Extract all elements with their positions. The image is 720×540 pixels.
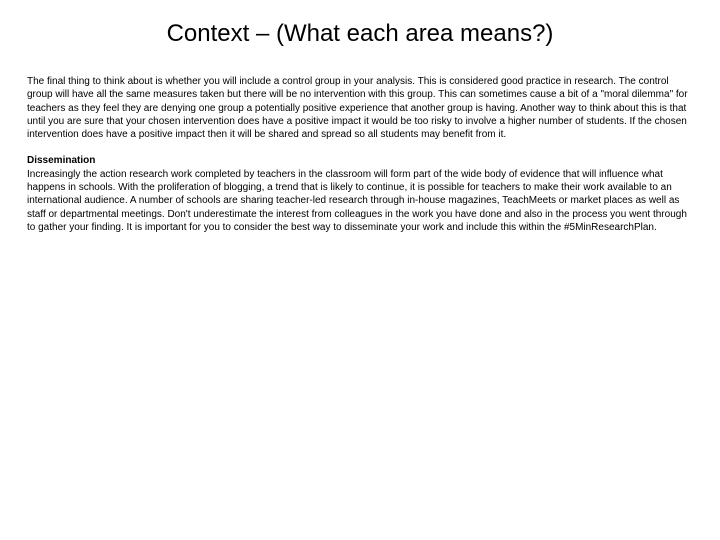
dissemination-heading: Dissemination xyxy=(27,155,96,167)
control-group-paragraph: The final thing to think about is whether you will include a control group in your analysis. This is considered good practice in research. The control group will have all the same measures taken but there will be no intervention with this group. This can sometimes cause a bit of a "moral dilemma" for teachers as they feel they are denying one group a potentially positive experience that another group is having. Another way to think about this is that until you are sure that your chosen intervention does have a positive impact it would be too risky to involve a higher number of students. If the chosen intervention does have a positive impact then it will be shared and spread so all students may benefit from it. xyxy=(27,76,688,141)
slide-body xyxy=(27,75,693,247)
dissemination-section xyxy=(27,154,693,234)
dissemination-paragraph: Increasingly the action research work completed by teachers in the classroom will form part of the wide body of evidence that will influence what happens in schools. With the proliferation of blogging, a trend that is likely to continue, it is possible for teachers to make their work available to an international audience. A number of schools are sharing teacher-led research through in-house magazines, TeachMeets or market places as well as staff or departmental meetings. Don't underestimate the interest from colleagues in the work you have done and also in the process you went through to gather your finding. It is important for you to consider the best way to disseminate your work and include this within the #5MinResearchPlan. xyxy=(27,168,687,233)
slide-title: Context – (What each area means?) xyxy=(166,20,554,47)
